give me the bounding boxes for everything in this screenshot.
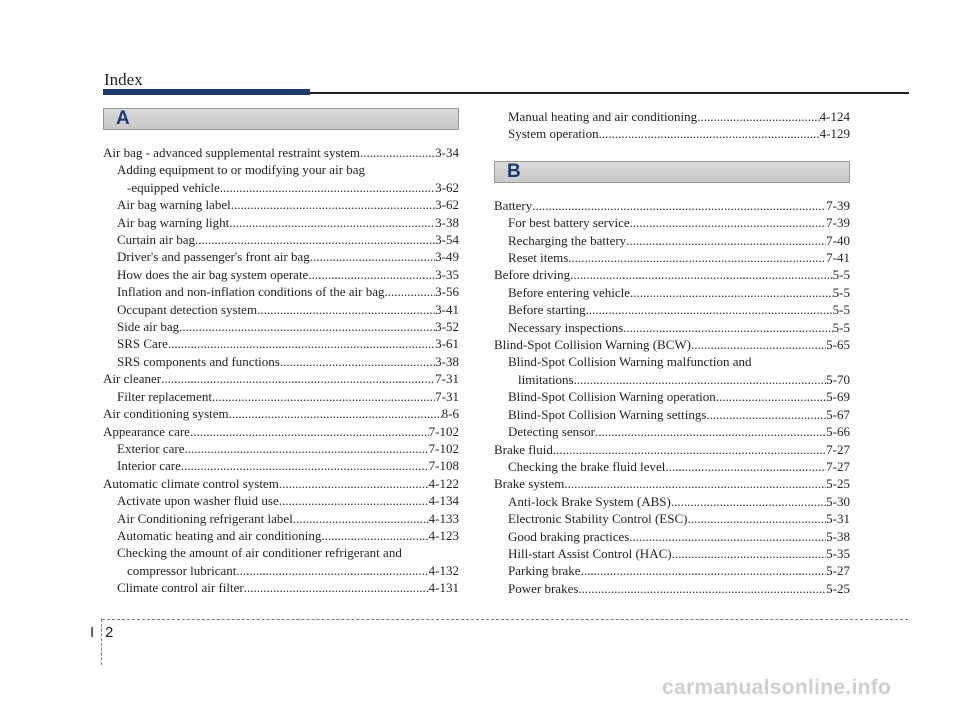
index-entry bbox=[103, 196, 459, 213]
leader-dots bbox=[293, 510, 429, 527]
index-entry-text: Air Conditioning refrigerant label bbox=[117, 510, 293, 526]
index-entry-page: 7-31 bbox=[435, 371, 459, 387]
leader-dots bbox=[574, 371, 827, 388]
footer-vertical-rule bbox=[101, 619, 102, 665]
leader-dots bbox=[310, 248, 435, 265]
index-entry-page: 3-38 bbox=[435, 214, 459, 230]
index-entry bbox=[103, 510, 459, 527]
leader-dots bbox=[229, 405, 442, 422]
index-entry-text: -equipped vehicle bbox=[127, 179, 220, 195]
index-entry bbox=[494, 493, 850, 510]
leader-dots bbox=[212, 388, 435, 405]
leader-dots bbox=[279, 475, 429, 492]
index-entry-text: Automatic climate control system bbox=[103, 475, 279, 491]
index-entry-text: Manual heating and air conditioning bbox=[508, 109, 698, 124]
index-list-a-continued bbox=[494, 108, 850, 143]
index-entry-page: 3-35 bbox=[435, 266, 459, 282]
index-entry bbox=[103, 283, 459, 300]
index-entry bbox=[494, 388, 850, 405]
index-entry-page: 5-38 bbox=[826, 528, 850, 544]
index-entry-text: Hill-start Assist Control (HAC) bbox=[508, 545, 672, 561]
index-entry bbox=[494, 319, 850, 336]
index-entry bbox=[494, 232, 850, 249]
footer-rule bbox=[102, 619, 908, 620]
index-entry-page: 3-56 bbox=[435, 284, 459, 300]
index-entry-page: 3-49 bbox=[435, 249, 459, 265]
index-entry bbox=[103, 301, 459, 318]
index-entry-text: Brake system bbox=[494, 476, 565, 492]
index-entry-page: 7-40 bbox=[826, 232, 850, 248]
leader-dots bbox=[244, 579, 429, 596]
page-number: 2 bbox=[105, 624, 114, 641]
index-entry-page: 5-5 bbox=[832, 302, 850, 318]
index-entry-text: Curtain air bag bbox=[117, 232, 195, 248]
index-entry-text: limitations bbox=[518, 371, 574, 387]
index-entry bbox=[103, 370, 459, 387]
index-entry bbox=[494, 197, 850, 214]
index-entry bbox=[103, 231, 459, 248]
leader-dots bbox=[687, 510, 826, 527]
index-entry-text: Before entering vehicle bbox=[508, 284, 630, 300]
index-entry-page: 4-124 bbox=[819, 109, 850, 124]
leader-dots bbox=[564, 475, 826, 492]
index-entry-page: 7-39 bbox=[826, 197, 850, 213]
index-entry-page: 5-65 bbox=[826, 337, 850, 353]
leader-dots bbox=[553, 441, 826, 458]
index-entry-text: Driver's and passenger's front air bag bbox=[117, 249, 310, 265]
index-entry-text: Power brakes bbox=[508, 580, 579, 596]
leader-dots bbox=[599, 125, 820, 142]
index-entry-page: 3-62 bbox=[435, 179, 459, 195]
index-entry-page: 5-25 bbox=[826, 476, 850, 492]
leader-dots bbox=[570, 266, 832, 283]
index-entry-page: 4-122 bbox=[428, 475, 459, 491]
index-entry-page: 5-5 bbox=[832, 284, 850, 300]
index-entry bbox=[494, 125, 850, 142]
index-list-a bbox=[103, 144, 459, 597]
index-entry bbox=[494, 441, 850, 458]
page-header-title: Index bbox=[104, 70, 143, 89]
section-header-a bbox=[103, 108, 459, 130]
index-entry-text: Filter replacement bbox=[117, 388, 212, 404]
index-entry-text: Recharging the battery bbox=[508, 232, 627, 248]
index-entry bbox=[103, 457, 459, 474]
leader-dots bbox=[321, 527, 428, 544]
index-entry-text: Inflation and non-inflation conditions of the air bag bbox=[117, 284, 385, 300]
index-entry-page: 5-69 bbox=[826, 389, 850, 405]
index-entry-text: Electronic Stability Control (ESC) bbox=[508, 511, 688, 527]
index-entry-page: 4-131 bbox=[428, 580, 459, 596]
leader-dots bbox=[672, 545, 827, 562]
leader-dots bbox=[691, 336, 826, 353]
index-entry-page: 5-35 bbox=[826, 545, 850, 561]
leader-dots bbox=[184, 440, 428, 457]
index-entry-text: Air conditioning system bbox=[103, 406, 229, 422]
index-entry-page: 4-133 bbox=[428, 510, 459, 526]
leader-dots bbox=[195, 231, 435, 248]
index-entry bbox=[494, 214, 850, 231]
index-entry-text: Activate upon washer fluid use bbox=[117, 493, 279, 509]
index-entry-page: 7-27 bbox=[826, 441, 850, 457]
page-number-prefix: I bbox=[90, 624, 95, 641]
leader-dots bbox=[257, 301, 435, 318]
index-entry-page: 7-27 bbox=[826, 458, 850, 474]
index-entry-page: 3-52 bbox=[435, 319, 459, 335]
index-entry-page: 5-70 bbox=[826, 371, 850, 387]
index-entry bbox=[494, 249, 850, 266]
index-entry-text: Anti-lock Brake System (ABS) bbox=[508, 493, 671, 509]
index-entry-text: Good braking practices bbox=[508, 528, 630, 544]
index-entry-text: Brake fluid bbox=[494, 441, 553, 457]
leader-dots bbox=[697, 108, 819, 125]
index-entry-text: compressor lubricant bbox=[127, 562, 237, 578]
index-entry-page: 7-108 bbox=[428, 458, 459, 474]
leader-dots bbox=[220, 179, 435, 196]
index-entry-page: 7-39 bbox=[826, 215, 850, 231]
index-entry-text: Blind-Spot Collision Warning (BCW) bbox=[494, 337, 691, 353]
section-header-b bbox=[494, 161, 850, 183]
index-entry bbox=[103, 144, 459, 161]
index-entry-page: 3-38 bbox=[435, 353, 459, 369]
leader-dots bbox=[179, 318, 435, 335]
leader-dots bbox=[706, 406, 826, 423]
leader-dots bbox=[623, 319, 832, 336]
index-entry bbox=[494, 510, 850, 527]
leader-dots bbox=[532, 197, 826, 214]
index-entry bbox=[103, 335, 459, 352]
index-entry-page: 5-5 bbox=[832, 319, 850, 335]
index-entry bbox=[494, 580, 850, 597]
leader-dots bbox=[181, 457, 429, 474]
index-entry bbox=[494, 528, 850, 545]
leader-dots bbox=[581, 562, 827, 579]
index-entry-text: Checking the amount of air conditioner refrigerant and bbox=[117, 545, 402, 561]
index-entry-page: 3-54 bbox=[435, 232, 459, 248]
index-entry bbox=[103, 544, 459, 561]
index-entry-text: Blind-Spot Collision Warning malfunction and bbox=[508, 354, 752, 370]
index-entry bbox=[103, 492, 459, 509]
index-list-b bbox=[494, 197, 850, 597]
leader-dots bbox=[308, 266, 435, 283]
index-entry-text: Checking the brake fluid level bbox=[508, 458, 666, 474]
index-entry bbox=[494, 301, 850, 318]
leader-dots bbox=[385, 283, 436, 300]
index-entry-page: 3-62 bbox=[435, 197, 459, 213]
index-entry-text: For best battery service bbox=[508, 215, 630, 231]
leader-dots bbox=[161, 370, 435, 387]
index-entry bbox=[103, 388, 459, 405]
index-entry bbox=[494, 545, 850, 562]
leader-dots bbox=[586, 301, 833, 318]
leader-dots bbox=[168, 335, 435, 352]
index-entry bbox=[103, 266, 459, 283]
leader-dots bbox=[630, 284, 833, 301]
index-entry bbox=[494, 371, 850, 388]
leader-dots bbox=[629, 528, 826, 545]
leader-dots bbox=[360, 144, 435, 161]
index-entry-text: Occupant detection system bbox=[117, 301, 258, 317]
index-entry-page: 4-134 bbox=[428, 493, 459, 509]
index-entry-text: Automatic heating and air conditioning bbox=[117, 527, 322, 543]
index-entry-text: Air cleaner bbox=[103, 371, 162, 387]
index-entry-text: System operation bbox=[508, 126, 599, 142]
index-entry bbox=[103, 405, 459, 422]
index-entry bbox=[103, 423, 459, 440]
index-entry-page: 5-67 bbox=[826, 406, 850, 422]
leader-dots bbox=[716, 388, 826, 405]
index-entry-text: Air bag - advanced supplemental restraint system bbox=[103, 145, 361, 160]
index-entry bbox=[494, 108, 850, 125]
leader-dots bbox=[630, 214, 827, 231]
index-entry bbox=[103, 353, 459, 370]
index-entry-page: 7-102 bbox=[428, 440, 459, 456]
index-entry bbox=[103, 440, 459, 457]
index-entry-page: 4-123 bbox=[428, 527, 459, 543]
index-entry-page: 5-27 bbox=[826, 563, 850, 579]
index-entry bbox=[103, 248, 459, 265]
index-entry bbox=[494, 406, 850, 423]
index-entry bbox=[494, 562, 850, 579]
header-accent-bar bbox=[103, 89, 310, 95]
leader-dots bbox=[229, 214, 435, 231]
index-entry-text: SRS Care bbox=[117, 336, 168, 352]
index-entry bbox=[494, 458, 850, 475]
index-entry-text: Air bag warning light bbox=[117, 214, 230, 230]
index-entry-text: Side air bag bbox=[117, 319, 180, 335]
index-entry-text: Exterior care bbox=[117, 440, 185, 456]
index-column-left bbox=[103, 108, 459, 597]
index-entry-text: Reset items bbox=[508, 250, 569, 266]
index-entry-page: 4-129 bbox=[819, 126, 850, 142]
index-entry-text: Before starting bbox=[508, 302, 586, 318]
index-entry-text: Blind-Spot Collision Warning settings bbox=[508, 406, 707, 422]
index-entry-text: Necessary inspections bbox=[508, 319, 624, 335]
leader-dots bbox=[578, 580, 826, 597]
index-entry-page: 7-102 bbox=[428, 423, 459, 439]
leader-dots bbox=[236, 562, 428, 579]
index-entry bbox=[494, 336, 850, 353]
index-entry-text: Before driving bbox=[494, 267, 571, 283]
index-entry bbox=[103, 179, 459, 196]
index-entry-page: 3-34 bbox=[435, 145, 459, 160]
leader-dots bbox=[665, 458, 826, 475]
leader-dots bbox=[190, 423, 429, 440]
index-entry bbox=[494, 284, 850, 301]
index-entry bbox=[494, 475, 850, 492]
index-entry bbox=[103, 161, 459, 178]
leader-dots bbox=[626, 232, 826, 249]
index-entry-text: Adding equipment to or modifying your air bag bbox=[117, 162, 366, 178]
index-entry-page: 5-30 bbox=[826, 493, 850, 509]
index-entry bbox=[103, 318, 459, 335]
index-entry-page: 3-41 bbox=[435, 301, 459, 317]
index-entry-text: Appearance care bbox=[103, 423, 190, 439]
section-letter: A bbox=[116, 108, 130, 129]
index-entry bbox=[103, 475, 459, 492]
index-entry-text: Interior care bbox=[117, 458, 181, 474]
index-entry-text: How does the air bag system operate bbox=[117, 266, 309, 282]
index-entry bbox=[103, 579, 459, 596]
leader-dots bbox=[279, 492, 429, 509]
index-entry bbox=[103, 214, 459, 231]
index-entry bbox=[103, 562, 459, 579]
index-entry-page: 3-61 bbox=[435, 336, 459, 352]
index-entry bbox=[103, 527, 459, 544]
index-column-right bbox=[494, 108, 850, 597]
index-entry-text: Parking brake bbox=[508, 563, 581, 579]
leader-dots bbox=[280, 353, 435, 370]
index-entry-page: 4-132 bbox=[428, 562, 459, 578]
leader-dots bbox=[595, 423, 826, 440]
watermark: carmanualsonline.info bbox=[662, 676, 892, 699]
section-letter: B bbox=[507, 160, 521, 182]
leader-dots bbox=[671, 493, 826, 510]
index-entry-text: Climate control air filter bbox=[117, 580, 244, 596]
index-entry-text: Air bag warning label bbox=[117, 197, 231, 213]
leader-dots bbox=[231, 196, 435, 213]
index-entry-page: 5-25 bbox=[826, 580, 850, 596]
leader-dots bbox=[568, 249, 826, 266]
index-entry-text: SRS components and functions bbox=[117, 353, 280, 369]
index-entry-page: 5-66 bbox=[826, 424, 850, 440]
index-entry bbox=[494, 423, 850, 440]
index-entry-page: 7-31 bbox=[435, 388, 459, 404]
index-entry-text: Detecting sensor bbox=[508, 424, 596, 440]
index-entry bbox=[494, 353, 850, 370]
index-entry-page: 7-41 bbox=[826, 250, 850, 266]
index-entry-text: Battery bbox=[494, 197, 533, 213]
index-entry-page: 8-6 bbox=[441, 406, 459, 422]
index-entry-text: Blind-Spot Collision Warning operation bbox=[508, 389, 716, 405]
index-entry-page: 5-5 bbox=[832, 267, 850, 283]
index-entry-page: 5-31 bbox=[826, 511, 850, 527]
index-entry bbox=[494, 266, 850, 283]
